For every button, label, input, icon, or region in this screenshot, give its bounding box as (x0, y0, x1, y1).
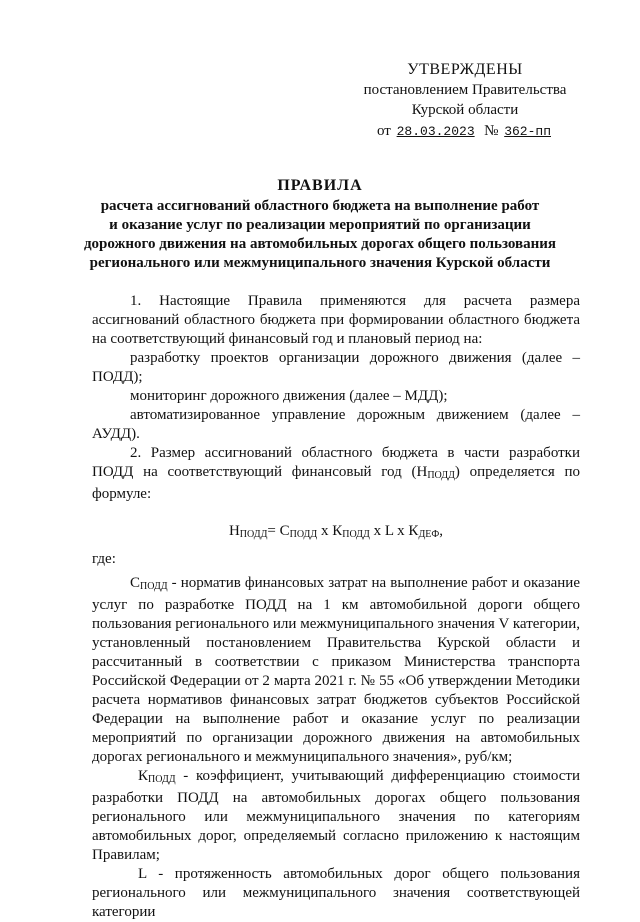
number-value: 362-пп (504, 124, 551, 139)
formula-l: х L х К (369, 523, 419, 539)
list-item-podd: разработку проектов организации дорожного движения (далее – ПОДД); (92, 350, 580, 385)
approval-date-line (340, 121, 590, 142)
definition-c-podd (92, 574, 580, 767)
title-main: ПРАВИЛА (277, 177, 363, 194)
definition-l: L - протяженность автомобильных дорог общего пользования регионального или межмуниципального значения соответствующей категории (92, 866, 580, 920)
approval-line-2: Курской области (411, 102, 519, 118)
formula-k: х К (317, 523, 343, 539)
where-label: где: (92, 551, 116, 567)
approval-block (340, 60, 590, 142)
formula-def-sub: ДЕФ (418, 529, 440, 540)
p2-text-b: ) определяется по формуле: (92, 464, 580, 502)
c-def-text: - норматив финансовых затрат на выполнение работ и оказание услуг по разработке ПОДД на 1 км автомобильной дороги общего пользования регионального или межмуниципального значения V категории, установленный постановлением Правительства Курской области и рассчитанный в соответствии с приказом Министерства транспорта Российской Федерации от 2 марта 2021 г. № 55 «Об утверждении Методики расчета нормативов финансовых затрат бюджетов субъектов Российской Федерации на выполнение работ и оказание услуг по реализации мероприятий по организации дорожного движения на автомобильных дорогах регионального и межмуниципального значения», руб/км; (92, 575, 580, 765)
c-def-symbol: С (130, 575, 141, 591)
document-body (92, 292, 580, 922)
k-def-symbol: К (138, 768, 149, 784)
paragraph-1: 1. Настоящие Правила применяются для расчета размера ассигнований областного бюджета при формировании областного бюджета на соответствующий финансовый год и плановый период на: (92, 293, 580, 347)
title-line-2: и оказание услуг по реализации мероприятий по организации (109, 217, 531, 233)
c-def-subscript: ПОДД (140, 581, 168, 592)
formula-k-sub: ПОДД (342, 529, 370, 540)
title-line-1: расчета ассигнований областного бюджета на выполнение работ (100, 198, 540, 214)
approval-line-1: постановлением Правительства (363, 82, 567, 98)
title-line-3: дорожного движения на автомобильных дорогах общего пользования (83, 236, 557, 252)
formula-lhs-sub: ПОДД (239, 529, 268, 540)
k-def-text: - коэффициент, учитывающий дифференциацию стоимости разработки ПОДД на автомобильных дорогах общего пользования регионального или межмуниципального значения по категориям автомобильных дорог, определяемый согласно приложению к настоящим Правилам; (92, 768, 580, 863)
formula-end: , (439, 523, 444, 539)
p2-text-a: 2. Размер ассигнований областного бюджета в части разработки ПОДД на соответствующий финансовый год (Н (92, 445, 580, 480)
list-item-audd: автоматизированное управление дорожным движением (далее – АУДД). (92, 407, 580, 442)
document-title (60, 176, 580, 273)
formula-lhs: Н (228, 523, 240, 539)
formula-c: = С (267, 523, 290, 539)
paragraph-2 (92, 444, 580, 504)
approval-heading: УТВЕРЖДЕНЫ (407, 61, 523, 78)
p2-subscript: ПОДД (427, 470, 455, 481)
list-item-mdd: мониторинг дорожного движения (далее – МДД); (130, 388, 448, 404)
date-prefix: от (377, 123, 391, 139)
number-prefix: № (484, 123, 499, 139)
formula (92, 522, 580, 544)
title-line-4: регионального или межмуниципального значения Курской области (89, 255, 551, 271)
date-value: 28.03.2023 (396, 124, 475, 139)
formula-c-sub: ПОДД (289, 529, 318, 540)
k-def-subscript: ПОДД (148, 774, 176, 785)
definition-k-podd (92, 767, 580, 865)
